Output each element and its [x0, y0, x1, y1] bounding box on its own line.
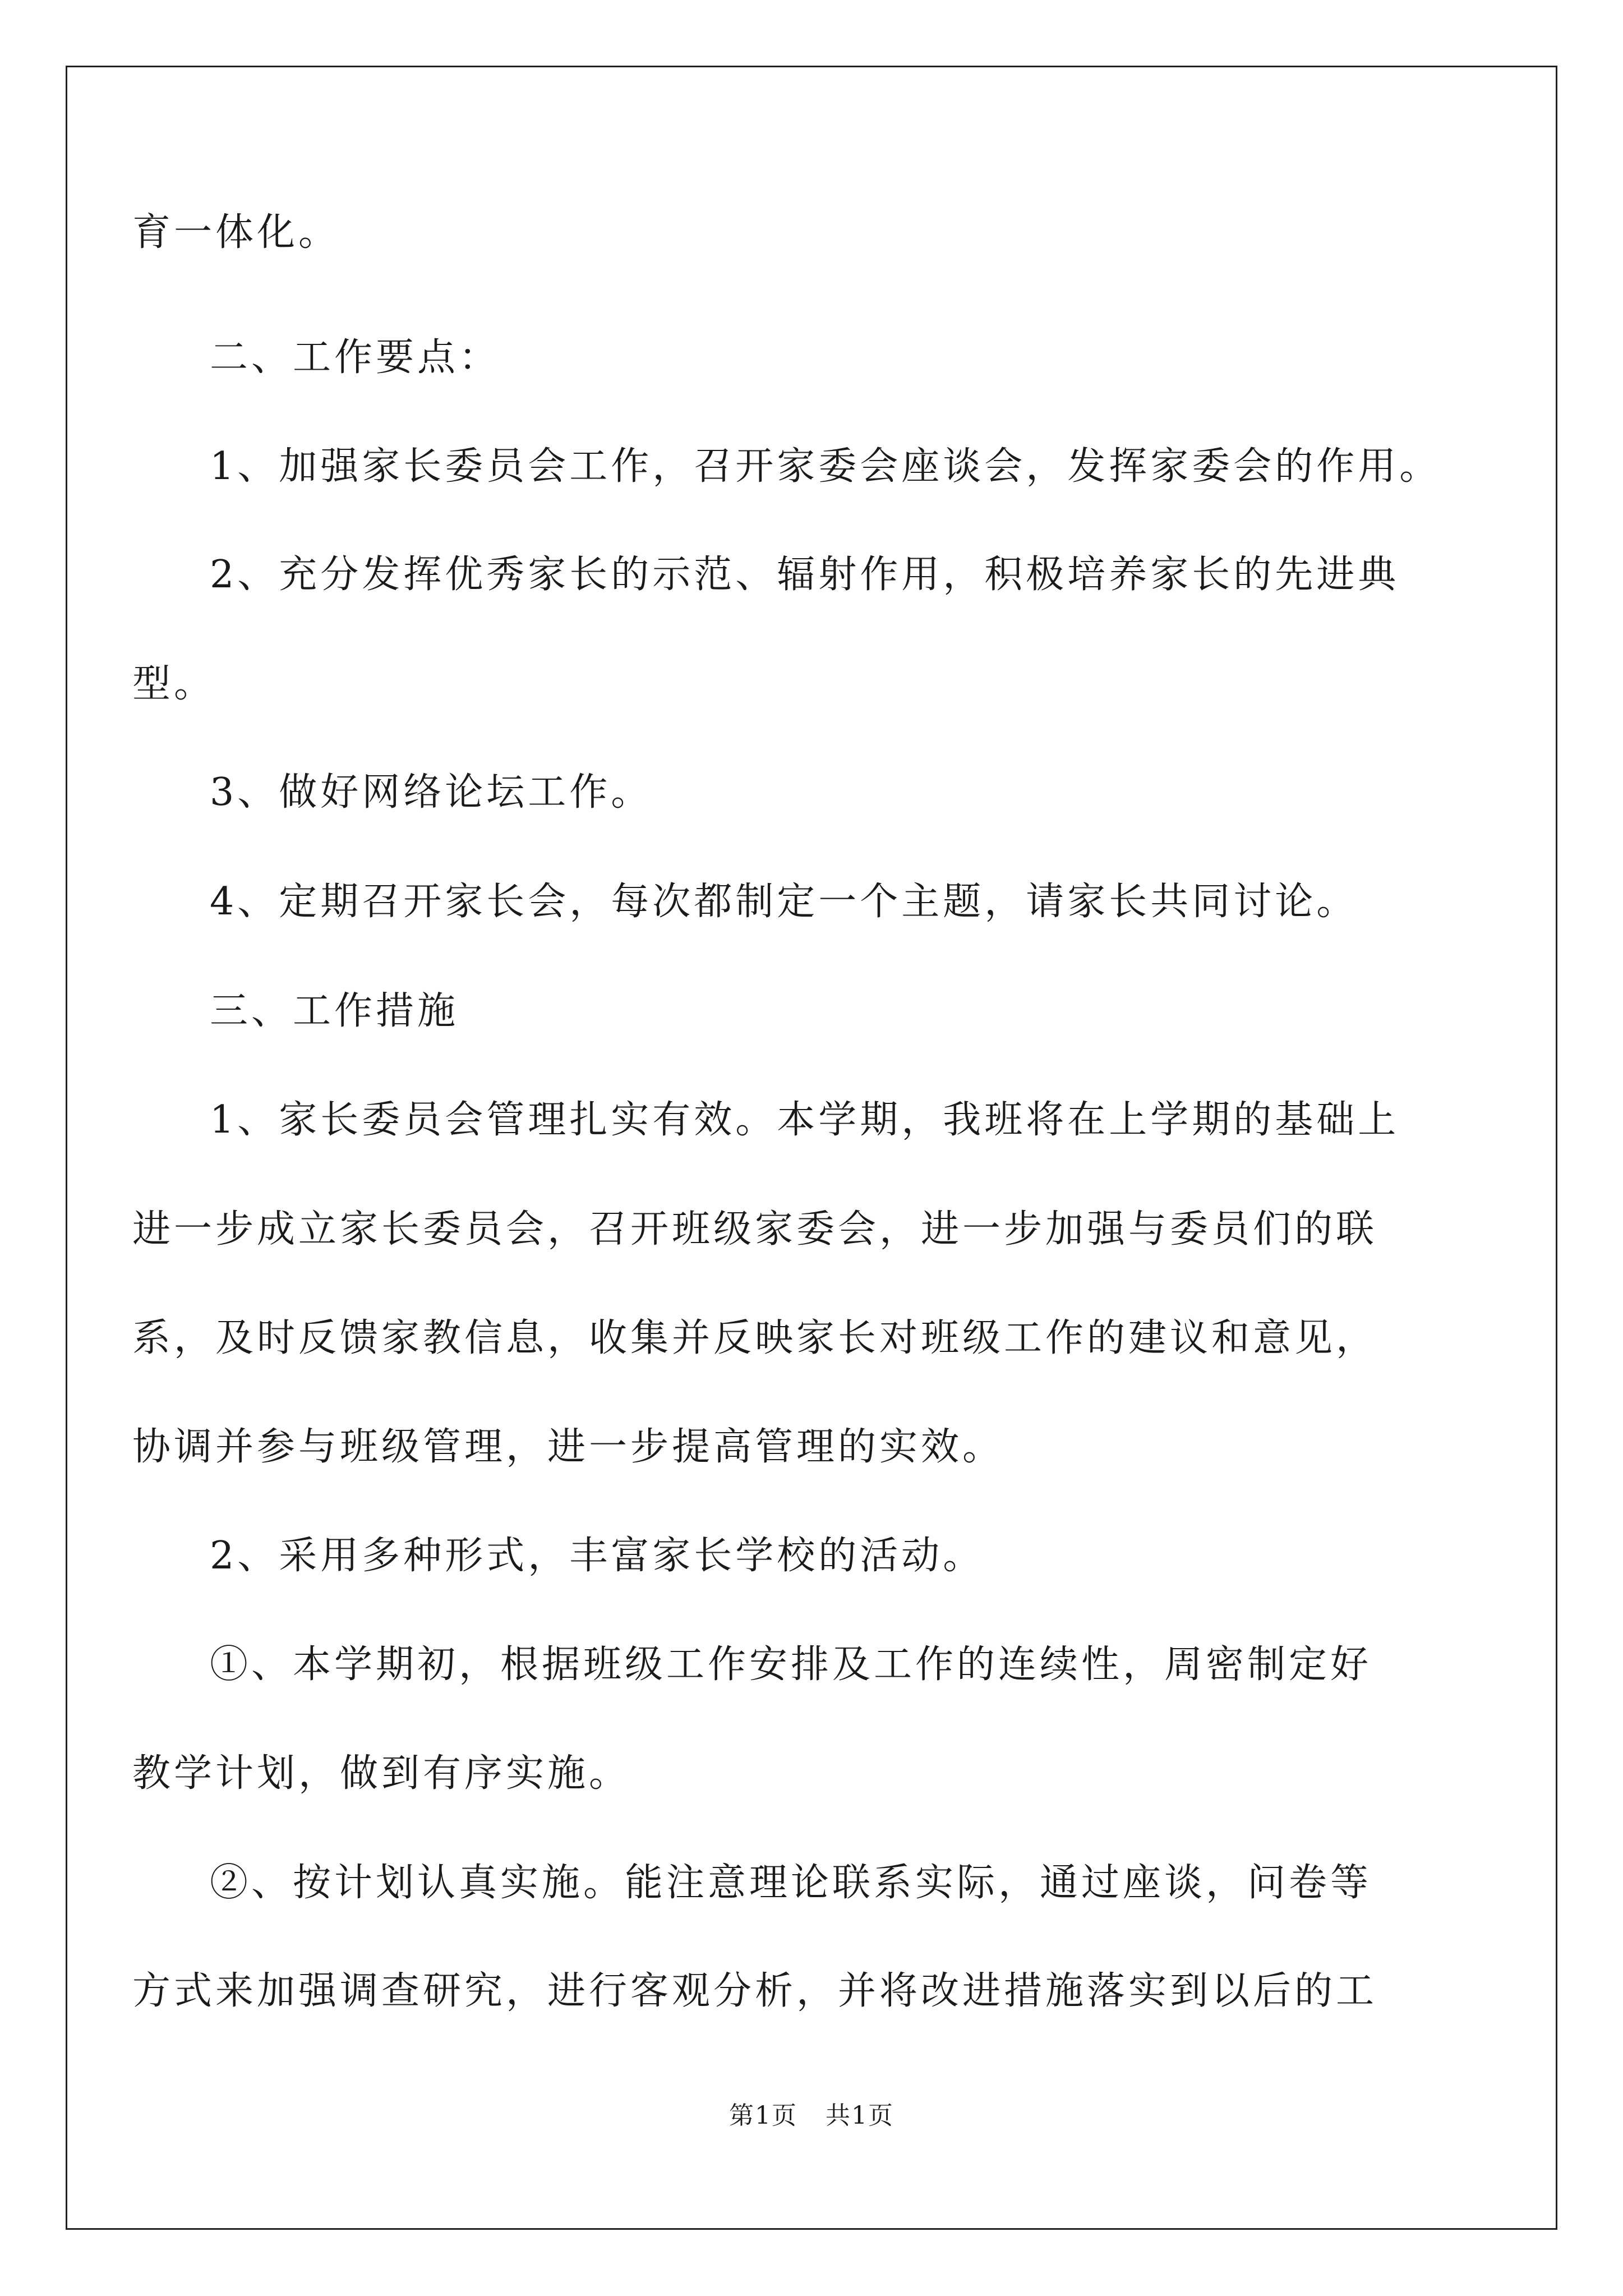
body-line: 型。: [132, 662, 216, 706]
section-heading: 二、工作要点：: [210, 335, 501, 380]
page-total: 共1页: [826, 2101, 894, 2130]
body-line: 系，及时反馈家教信息，收集并反映家长对班级工作的建议和意见，: [132, 1316, 1378, 1360]
body-line: 进一步成立家长委员会，召开班级家委会，进一步加强与委员们的联: [132, 1207, 1378, 1251]
body-line: 3、做好网络论坛工作。: [210, 770, 653, 815]
body-line: ①、本学期初，根据班级工作安排及工作的连续性，周密制定好: [210, 1642, 1372, 1687]
body-line: 1、加强家长委员会工作，召开家委会座谈会，发挥家委会的作用。: [210, 444, 1441, 489]
body-line: ②、按计划认真实施。能注意理论联系实际，通过座谈，问卷等: [210, 1861, 1372, 1905]
page-number: 第1页: [729, 2101, 797, 2130]
body-line: 教学计划，做到有序实施。: [132, 1751, 631, 1796]
body-line: 4、定期召开家长会，每次都制定一个主题，请家长共同讨论。: [210, 880, 1358, 924]
body-line: 育一体化。: [132, 210, 340, 255]
body-line: 2、采用多种形式，丰富家长学校的活动。: [210, 1534, 985, 1578]
body-line: 2、充分发挥优秀家长的示范、辐射作用，积极培养家长的先进典: [210, 553, 1400, 597]
section-heading: 三、工作措施: [210, 989, 459, 1033]
body-line: 方式来加强调查研究，进行客观分析，并将改进措施落实到以后的工: [132, 1969, 1378, 2013]
body-line: 协调并参与班级管理，进一步提高管理的实效。: [132, 1425, 1004, 1469]
body-line: 1、家长委员会管理扎实有效。本学期，我班将在上学期的基础上: [210, 1098, 1400, 1142]
page-footer: [0, 2099, 1623, 2133]
